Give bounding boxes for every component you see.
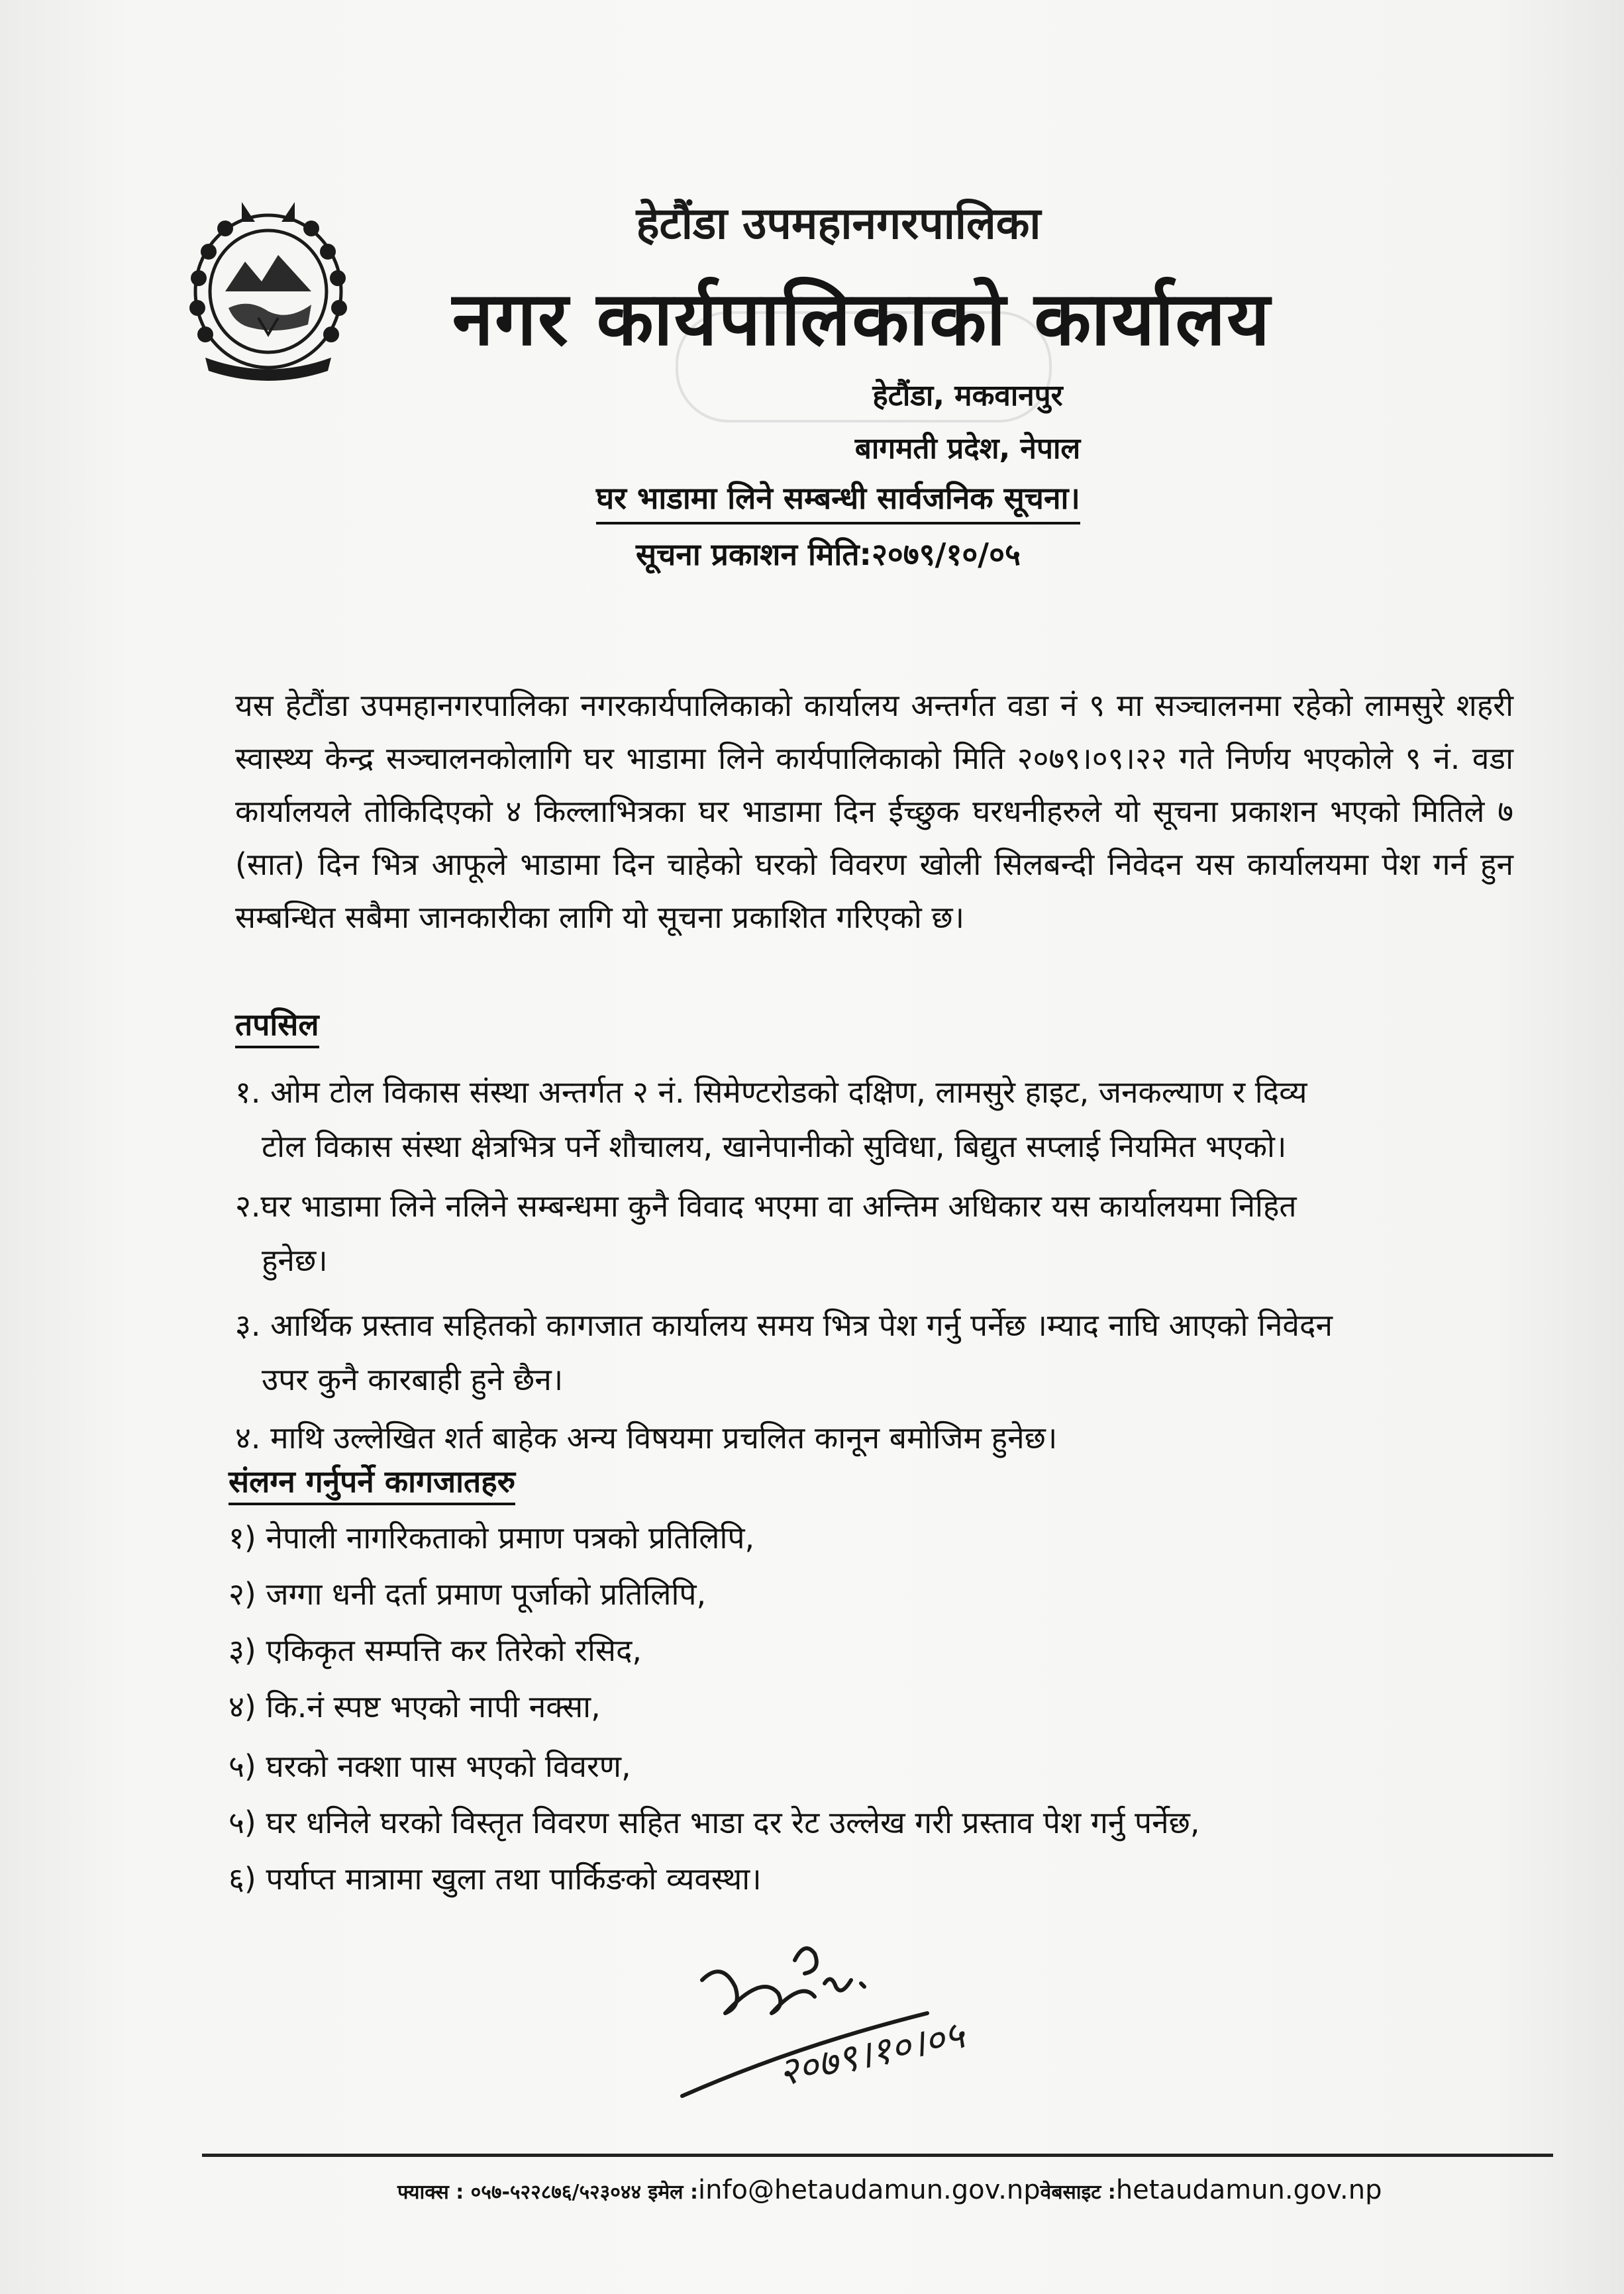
fax-label: फ्याक्स : ०५७-५२२८७६/५२३०४४ इमेल : (397, 2181, 698, 2204)
documents-heading: संलग्न गर्नुपर्ने कागजातहरु (228, 1460, 515, 1505)
footer-divider (202, 2154, 1553, 2157)
condition-text-cont: टोल विकास संस्था क्षेत्रभित्र पर्ने शौचालय, खानेपानीको सुविधा, बिद्युत सप्लाई नियमित भएको। (262, 1128, 1287, 1164)
condition-text: २.घर भाडामा लिने नलिने सम्बन्धमा कुनै विवाद भएमा वा अन्तिम अधिकार यस कार्यालयमा निहित (235, 1188, 1297, 1224)
condition-item-1 (235, 1065, 1513, 1173)
condition-item-3 (235, 1298, 1513, 1407)
document-item: २) जग्गा धनी दर्ता प्रमाण पूर्जाको प्रतिलिपि, (228, 1576, 707, 1612)
conditions-heading: तपसिल (235, 1003, 319, 1048)
email-link[interactable]: info@hetaudamun.gov.np (697, 2175, 1040, 2205)
footer-contact (397, 2175, 1382, 2205)
document-item: १) नेपाली नागरिकताको प्रमाण पत्रको प्रतिलिपि, (228, 1520, 755, 1556)
document-item: ५) घरको नक्शा पास भएको विवरण, (228, 1748, 631, 1784)
condition-item-2 (235, 1179, 1513, 1287)
website-link[interactable]: hetaudamun.gov.np (1115, 2175, 1382, 2205)
condition-text-cont: हुनेछ। (262, 1242, 328, 1278)
condition-text-cont: उपर कुनै कारबाही हुने छैन। (262, 1362, 564, 1397)
notice-body: यस हेटौंडा उपमहानगरपालिका नगरकार्यपालिकाको कार्यालय अन्तर्गत वडा नं ९ मा सञ्चालनमा रहेको लामसुरे शहरी स्वास्थ्य केन्द्र सञ्चालनकोलागि घर भाडामा लिने कार्यपालिकाको मिति २०७९।०९।२२ गते निर्णय भएकोले ९ नं. वडा कार्यालयले तोकिदिएको ४ किल्लाभित्रका घर भाडामा दिन ईच्छुक घरधनीहरुले यो सूचना प्रकाशन भएको मितिले ७ (सात) दिन भित्र आफूले भाडामा दिन चाहेको घरको विवरण खोली सिलबन्दी निवेदन यस कार्यालयमा पेश गर्न हुन सम्बन्धित सबैमा जानकारीका लागि यो सूचना प्रकाशित गरिएको छ। (235, 687, 1513, 935)
office-title: नगर कार्यपालिकाको कार्यालय (452, 275, 1272, 362)
condition-text: ३. आर्थिक प्रस्ताव सहितको कागजात कार्यालय समय भित्र पेश गर्नु पर्नेछ ।म्याद नाघि आएको निवेदन (235, 1307, 1333, 1343)
document-item: ३) एकिकृत सम्पत्ति कर तिरेको रसिद, (228, 1632, 642, 1668)
address-line-2: बागमती प्रदेश, नेपाल (854, 432, 1081, 466)
publish-date: सूचना प्रकाशन मिति:२०७९/१०/०५ (636, 536, 1021, 572)
document-item: ५) घर धनिले घरको विस्तृत विवरण सहित भाडा दर रेट उल्लेख गरी प्रस्ताव पेश गर्नु पर्नेछ, (228, 1805, 1200, 1840)
municipality-name: हेटौंडा उपमहानगरपालिका (636, 198, 1041, 249)
address-line-1: हेटौंडा, मकवानपुर (872, 379, 1063, 413)
condition-text: १. ओम टोल विकास संस्था अन्तर्गत २ नं. सिमेण्टरोडको दक्षिण, लामसुरे हाइट, जनकल्याण र दिव्य (235, 1074, 1307, 1110)
notice-title: घर भाडामा लिने सम्बन्धी सार्वजनिक सूचना। (596, 477, 1080, 524)
signature-date: २०७९।१०।०५ (774, 2011, 968, 2095)
condition-item-4 (235, 1411, 1513, 1465)
handwritten-signature (662, 1934, 1073, 2146)
condition-text: ४. माथि उल्लेखित शर्त बाहेक अन्य विषयमा प्रचलित कानून बमोजिम हुनेछ। (235, 1420, 1058, 1456)
document-item: ६) पर्याप्त मात्रामा खुला तथा पार्किङको व्यवस्था। (228, 1861, 762, 1897)
website-label: वेबसाइट : (1040, 2181, 1116, 2204)
document-item: ४) कि.नं स्पष्ट भएको नापी नक्सा, (228, 1689, 601, 1724)
